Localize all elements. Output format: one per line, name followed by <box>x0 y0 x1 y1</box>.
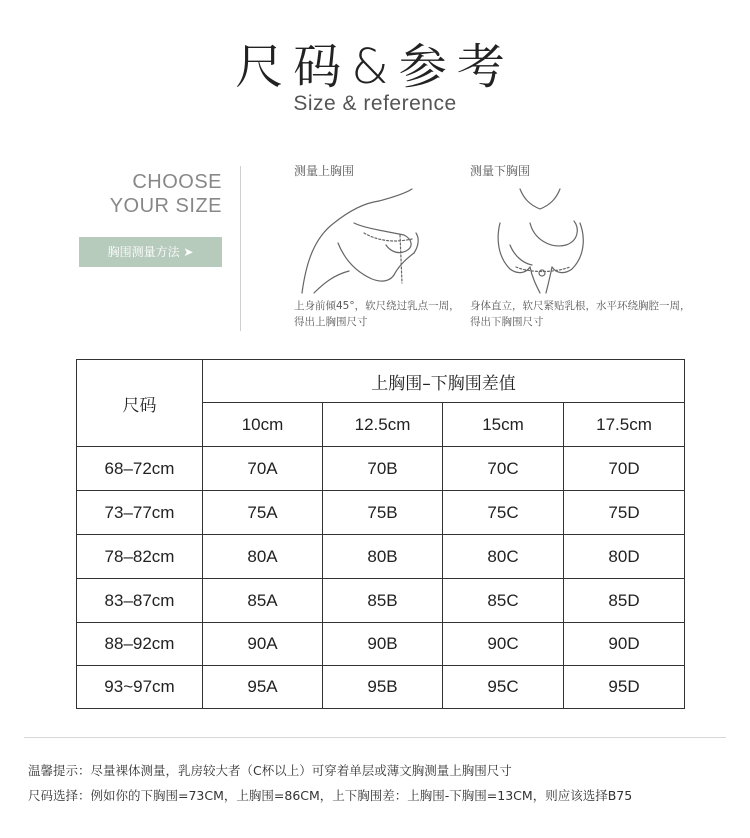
cup-size-cell: 90D <box>564 623 685 666</box>
cup-size-cell: 95A <box>203 666 323 709</box>
lower-bust-illustration-icon <box>470 183 620 298</box>
upper-bust-illustration-icon <box>294 183 444 298</box>
cup-size-cell: 85C <box>443 579 564 623</box>
choose-your-size-heading <box>80 170 222 218</box>
cup-size-cell: 70B <box>323 447 443 491</box>
lower-bust-figure <box>470 162 691 328</box>
cup-size-cell: 80A <box>203 535 323 579</box>
measurement-tip: 温馨提示：尽量裸体测量，乳房较大者（C杯以上）可穿着单层或薄文胸测量上胸围尺寸 <box>28 763 512 778</box>
lower-bust-desc-line-2: 得出下胸围尺寸 <box>470 316 544 328</box>
notes-divider <box>24 737 726 738</box>
cup-size-cell: 95D <box>564 666 685 709</box>
lower-bust-description <box>470 298 710 330</box>
cup-size-cell: 75A <box>203 491 323 535</box>
page-title-cn: 尺码&参考 <box>235 39 515 95</box>
lower-bust-desc-line-1: 身体直立，软尺紧贴乳根，水平环绕胸腔一周， <box>470 300 691 312</box>
cup-size-cell: 70D <box>564 447 685 491</box>
guide-divider <box>240 166 241 331</box>
table-row <box>77 666 685 709</box>
cup-size-cell: 90C <box>443 623 564 666</box>
cup-size-cell: 75D <box>564 491 685 535</box>
cup-size-cell: 90A <box>203 623 323 666</box>
column-header: 12.5cm <box>323 403 443 447</box>
diff-header-cell: 上胸围–下胸围差值 <box>203 360 685 403</box>
cup-size-cell: 70C <box>443 447 564 491</box>
cup-size-cell: 80B <box>323 535 443 579</box>
row-size-cell: 93~97cm <box>77 666 203 709</box>
lower-bust-caption: 测量下胸围 <box>470 164 531 178</box>
upper-bust-desc-line-2: 得出上胸围尺寸 <box>294 316 368 328</box>
cup-size-cell: 70A <box>203 447 323 491</box>
column-header: 15cm <box>443 403 564 447</box>
size-header-cell: 尺码 <box>77 360 203 447</box>
size-selection-example: 尺码选择：例如你的下胸围=73CM，上胸围=86CM，上下胸围差：上胸围-下胸围=13CM，则应该选择B75 <box>28 788 633 803</box>
upper-bust-desc-line-1: 上身前倾45°，软尺绕过乳点一周， <box>294 300 460 312</box>
cup-size-cell: 85D <box>564 579 685 623</box>
row-size-cell: 78–82cm <box>77 535 203 579</box>
cup-size-cell: 80C <box>443 535 564 579</box>
table-row <box>77 623 685 666</box>
cup-size-cell: 95B <box>323 666 443 709</box>
measure-method-button[interactable]: 胸围测量方法 ➤ <box>79 237 222 267</box>
size-chart-table <box>76 359 685 709</box>
page-title-en: Size & reference <box>293 92 457 115</box>
cup-size-cell: 85B <box>323 579 443 623</box>
upper-bust-caption: 测量上胸围 <box>294 164 355 178</box>
table-row <box>77 579 685 623</box>
column-header: 17.5cm <box>564 403 685 447</box>
row-size-cell: 83–87cm <box>77 579 203 623</box>
row-size-cell: 88–92cm <box>77 623 203 666</box>
table-row <box>77 491 685 535</box>
cup-size-cell: 75B <box>323 491 443 535</box>
cup-size-cell: 75C <box>443 491 564 535</box>
row-size-cell: 68–72cm <box>77 447 203 491</box>
table-row <box>77 535 685 579</box>
cup-size-cell: 90B <box>323 623 443 666</box>
column-header: 10cm <box>203 403 323 447</box>
cup-size-cell: 85A <box>203 579 323 623</box>
choose-line-2: YOUR SIZE <box>109 195 222 217</box>
row-size-cell: 73–77cm <box>77 491 203 535</box>
cup-size-cell: 95C <box>443 666 564 709</box>
choose-line-1: CHOOSE <box>132 171 222 193</box>
table-row <box>77 447 685 491</box>
cup-size-cell: 80D <box>564 535 685 579</box>
